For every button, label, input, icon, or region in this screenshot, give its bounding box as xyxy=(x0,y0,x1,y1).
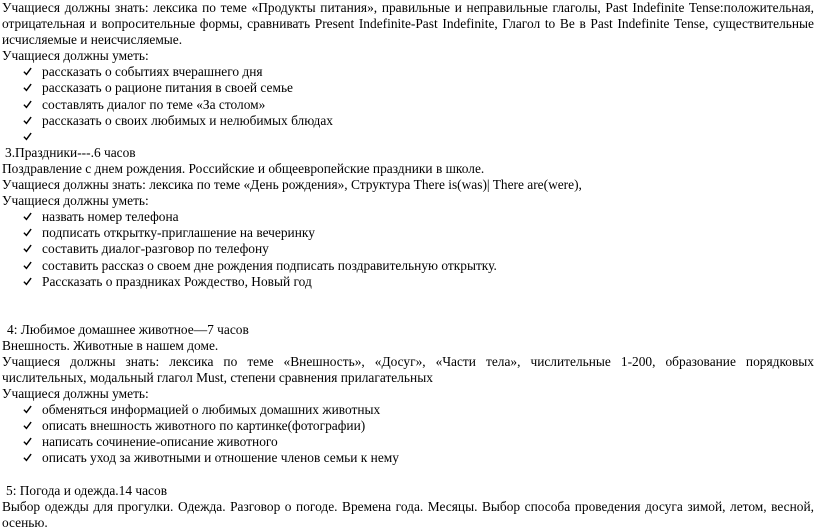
list-item xyxy=(2,64,814,80)
list-item xyxy=(2,274,814,290)
list-item-label: рассказать о рационе питания в своей семье xyxy=(42,80,293,96)
spacer xyxy=(2,290,814,322)
pets-intro: Внешность. Животные в нашем доме. xyxy=(2,337,219,353)
checkmark-icon xyxy=(23,437,32,446)
list-item-label: Рассказать о праздниках Рождество, Новый год xyxy=(42,273,312,289)
list-item-label: составлять диалог по теме «За столом» xyxy=(42,96,266,112)
list-item xyxy=(2,97,814,113)
checkmark-icon xyxy=(23,67,32,76)
list-item xyxy=(2,418,814,434)
checkmark-icon xyxy=(23,100,32,109)
food-know-text: Учащиеся должны знать: лексика по теме «Продукты питания», правильные и неправильные глаголы, Past Indefinite Tense:положительная, отрицательная и вопросительные формы, сравнивать Present Indefinite-Past Indefinite, Глагол to Be в Past Indefinite Tense, существительные исчисляемые и неисчисляемые. xyxy=(2,0,814,48)
list-item-label: описать уход за животными и отношение членов семьи к нему xyxy=(42,450,399,466)
list-item-label: описать внешность животного по картинке(фотографии) xyxy=(42,418,366,434)
holidays-heading: 3.Праздники---.6 часов xyxy=(5,144,136,160)
holidays-skills-list xyxy=(2,209,814,289)
list-item-label: обменяться информацией о любимых домашних животных xyxy=(42,402,381,418)
checkmark-icon xyxy=(23,453,32,462)
checkmark-icon xyxy=(23,277,32,286)
list-item-label: подписать открытку-приглашение на вечеринку xyxy=(42,225,315,241)
weather-heading: 5: Погода и одежда.14 часов xyxy=(6,482,168,498)
pets-know-text: Учащиеся должны знать: лексика по теме «Внешность», «Досуг», «Части тела», числительные 1-200, образование порядковых числительных, модальный глагол Must, степени сравнения прилагательных xyxy=(2,353,814,385)
list-item xyxy=(2,113,814,129)
food-able-heading: Учащиеся должны уметь: xyxy=(2,48,149,64)
checkmark-icon xyxy=(23,83,32,92)
list-item-label: написать сочинение-описание животного xyxy=(42,434,278,450)
list-item-label: составить рассказ о своем дне рождения подписать поздравительную открытку. xyxy=(42,257,497,273)
pets-skills-list xyxy=(2,402,814,466)
list-item-label: составить диалог-разговор по телефону xyxy=(42,241,269,257)
spacer xyxy=(2,467,814,483)
checkmark-icon xyxy=(23,261,32,270)
food-skills-list xyxy=(2,64,814,144)
list-item xyxy=(2,225,814,241)
list-item xyxy=(2,402,814,418)
checkmark-icon xyxy=(23,405,32,414)
list-item xyxy=(2,450,814,466)
holidays-know-text: Учащиеся должны знать: лексика по теме «День рождения», Структура There is(was)| There are(were), xyxy=(2,177,582,193)
checkmark-icon xyxy=(23,116,32,125)
list-item-label: назвать номер телефона xyxy=(42,209,179,225)
list-item xyxy=(2,258,814,274)
pets-able-heading: Учащиеся должны уметь: xyxy=(2,386,149,402)
list-item xyxy=(2,434,814,450)
list-item xyxy=(2,241,814,257)
weather-intro: Выбор одежды для прогулки. Одежда. Разговор о погоде. Времена года. Месяцы. Выбор способа проведения досуга зимой, летом, весной, осенью. xyxy=(2,498,814,530)
holidays-intro: Поздравление с днем рождения. Российские и общеевропейские праздники в школе. xyxy=(2,160,485,176)
checkmark-icon xyxy=(23,132,32,141)
list-item xyxy=(2,209,814,225)
list-item xyxy=(2,129,814,145)
checkmark-icon xyxy=(23,228,32,237)
checkmark-icon xyxy=(23,212,32,221)
checkmark-icon xyxy=(23,244,32,253)
list-item-label: рассказать о своих любимых и нелюбимых блюдах xyxy=(42,112,334,128)
list-item xyxy=(2,80,814,96)
checkmark-icon xyxy=(23,421,32,430)
pets-heading: 4: Любимое домашнее животное—7 часов xyxy=(7,321,249,337)
holidays-able-heading: Учащиеся должны уметь: xyxy=(2,193,149,209)
list-item-label: рассказать о событиях вчерашнего дня xyxy=(42,64,263,80)
